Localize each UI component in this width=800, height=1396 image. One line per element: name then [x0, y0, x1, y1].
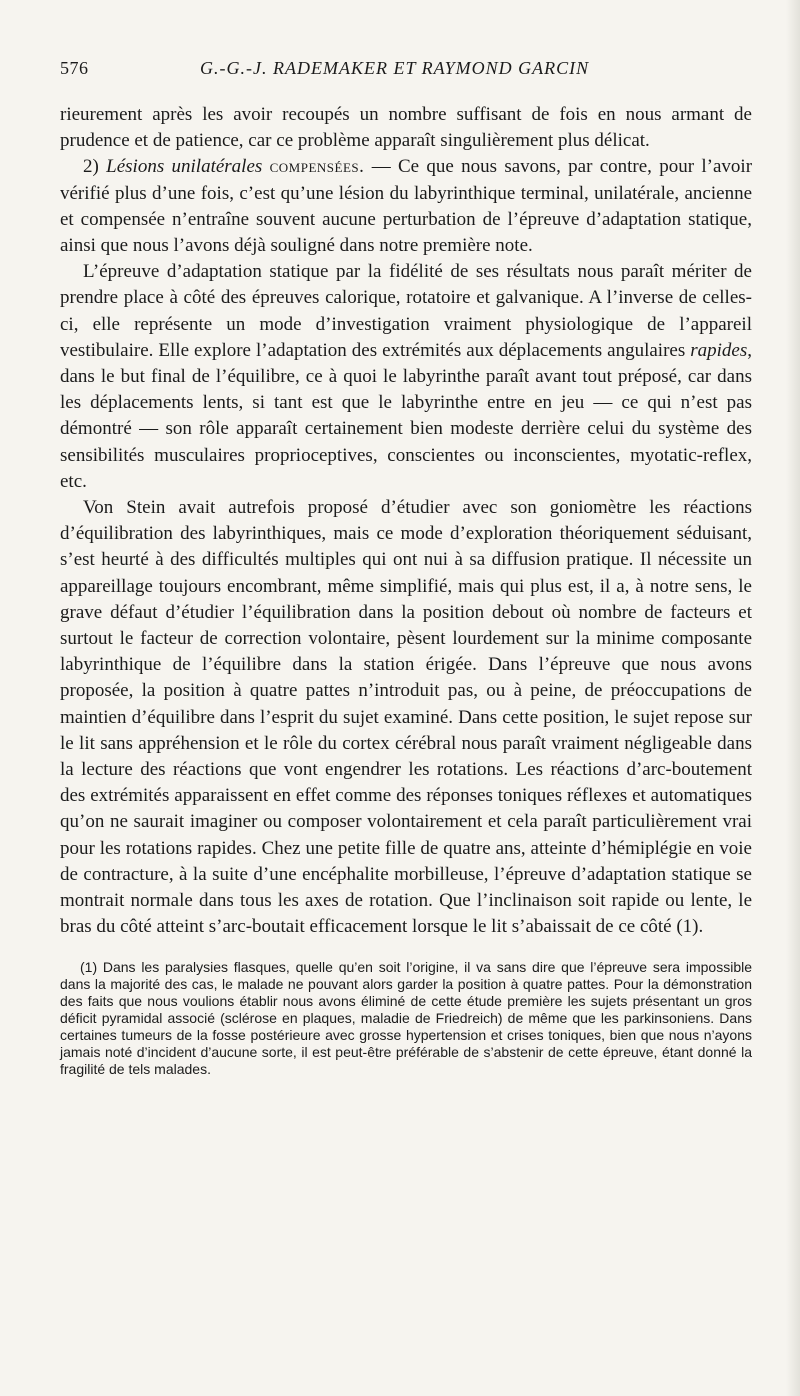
paragraph-text-after: , dans le but final de l’équilibre, ce à quoi le labyrinthe paraît avant tout préposé, car dans les déplacements lents, si tant est que le labyrinthe entre en jeu — ce qui n’est pas démontré — son rôle apparaît certainement bien modeste derrière celui du système des sensibilités musculaires proprioceptives, conscientes ou inconscientes, myotatic-reflex, etc. — [60, 339, 752, 492]
body-text — [60, 102, 752, 941]
paragraph-continuation: rieurement après les avoir recoupés un nombre suffisant de fois en nous armant de prudence et de patience, car ce problème apparaît singulièrement plus délicat. — [60, 104, 752, 152]
section-number: 2) — [83, 156, 99, 178]
paragraph-epreuve-adaptation — [60, 259, 752, 495]
page-number: 576 — [60, 58, 89, 78]
footnote: (1) Dans les paralysies flasques, quelle qu’en soit l’origine, il va sans dire que l’épreuve sera impossible dans la majorité des cas, le malade ne pouvant alors garder la position à quatre pattes. Pour la démonstration des faits que nous voulions établir nous avons éliminé de cette étude première les sujets présentant un gros déficit pyramidal associé (sclérose en plaques, maladie de Friedreich) de même que les parkinsoniens. Dans certaines tumeurs de la fosse postérieure avec grosse hypertension et crises toniques, bien que nous n’ayons jamais noté d’incident d’aucune sorte, il est peut-être préférable de s’abstenir de cette épreuve, étant donné la fragilité de tels malades. — [60, 958, 752, 1077]
section-heading-italic: Lésions unilatérales — [106, 156, 263, 178]
paragraph-von-stein: Von Stein avait autrefois proposé d’étudier avec son goniomètre les réactions d’équilibration des labyrinthiques, mais ce mode d’exploration théoriquement séduisant, s’est heurté à des difficultés multiples qui ont nui à sa diffusion pratique. Il nécessite un appareillage toujours encombrant, même simplifié, mais qui plus est, il a, à notre sens, le grave défaut d’étudier l’équilibration dans la position debout où nombre de facteurs et surtout le facteur de correction volontaire, pèsent lourdement sur la minime composante labyrinthique de l’équilibre dans la station érigée. Dans l’épreuve que nous avons proposée, la position à quatre pattes n’introduit pas, ou à peine, de préoccupations de maintien d’équilibre dans l’esprit du sujet examiné. Dans cette position, le sujet repose sur le lit sans appréhension et le rôle du cortex cérébral nous paraît vraiment négligeable dans la lecture des réactions que vont engendrer les rotations. Les réactions d’arc-boutement des extrémités apparaissent en effet comme des réponses toniques réflexes et automatiques qu’on ne saurait imaginer ou composer volontairement et cela paraît particulièrement vrai pour les rotations rapides. Chez une petite fille de quatre ans, atteinte d’hémiplégie en voie de contracture, à la suite d’une encéphalite morbilleuse, l’épreuve d’adaptation statique se montrait normale dans tous les axes de rotation. Que l’inclinaison soit rapide ou lente, le bras du côté atteint s’arc-boutait efficacement lorsque le lit s’abaissait de ce côté (1). — [60, 497, 752, 938]
section-text: — Ce que nous savons, par contre, pour l’avoir vérifié plus d’une fois, c’est qu’une lésion du labyrinthique terminal, unilatérale, ancienne et compensée n’entraîne souvent aucune perturbation de l’épreuve d’adaptation statique, ainsi que nous l’avons déjà souligné dans notre première note. — [60, 156, 753, 257]
paragraph-lesions-unilaterales — [60, 154, 752, 259]
section-heading-smallcaps: compensées. — [269, 156, 365, 178]
page-edge-shadow — [786, 0, 800, 1396]
running-title: G.-G.-J. RADEMAKER ET RAYMOND GARCIN — [200, 58, 590, 78]
emphasis-rapides: rapides — [690, 339, 748, 361]
page-header — [60, 58, 752, 84]
paragraph-text-before: L’épreuve d’adaptation statique par la fidélité de ses résultats nous paraît mériter de prendre place à côté des épreuves calorique, rotatoire et galvanique. A l’inverse de celles-ci, elle représente un mode d’investigation vraiment physiologique de l’appareil vestibulaire. Elle explore l’adaptation des extrémités aux déplacements angulaires — [60, 261, 752, 361]
page-content — [60, 58, 752, 1092]
